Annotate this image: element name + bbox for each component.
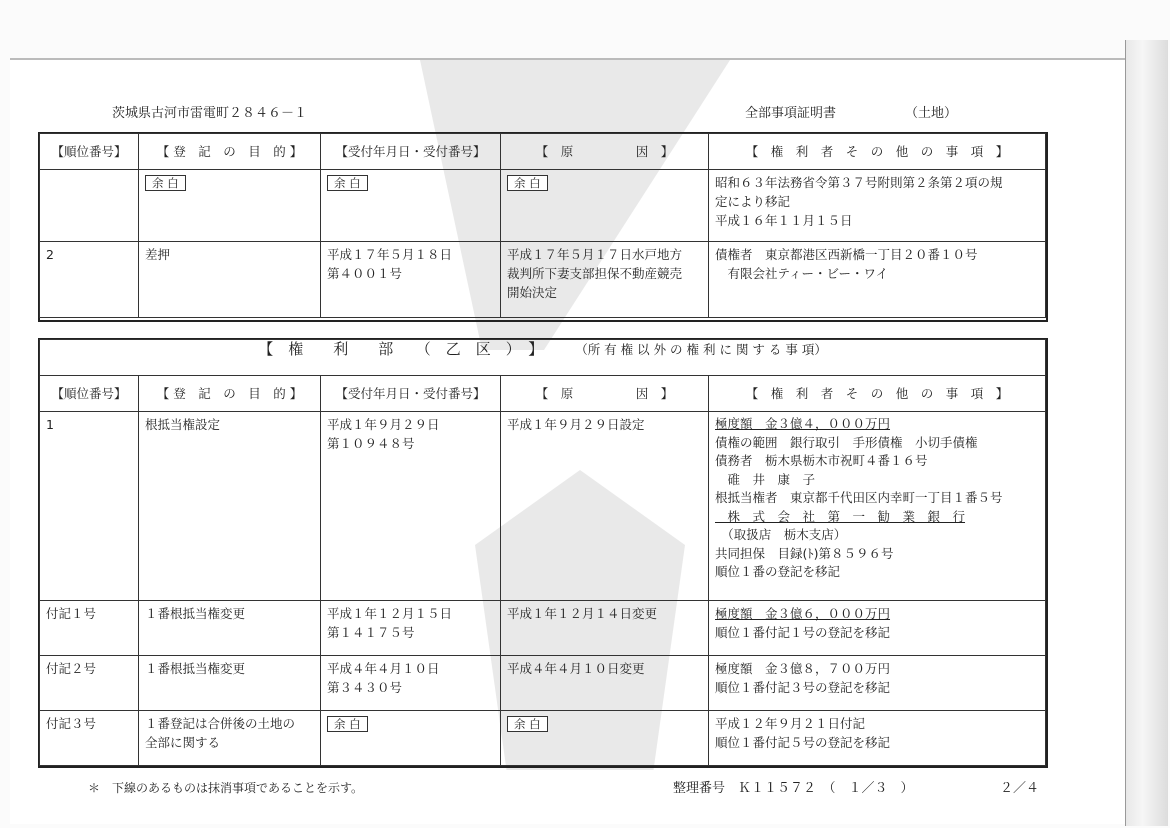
- purpose-cell: 差押: [139, 242, 321, 318]
- table-row: [40, 412, 1046, 601]
- purpose-cell: １番根抵当権変更: [139, 656, 321, 711]
- reception-number: 第４００１号: [327, 266, 403, 281]
- header-purpose: 【 登 記 の 目 的 】: [139, 134, 321, 170]
- blank-stamp: 余 白: [507, 175, 548, 191]
- property-address: 茨城県古河市雷電町２８４６－１: [112, 106, 308, 121]
- table-row: [40, 242, 1046, 318]
- table1: [39, 133, 1046, 318]
- purpose-cell: １番根抵当権変更: [139, 601, 321, 656]
- rights-line: 平成１２年９月２１日付記: [715, 716, 866, 731]
- blank-stamp: 余 白: [507, 716, 548, 732]
- rights-line: 債権の範囲 銀行取引 手形債権 小切手債権: [715, 434, 978, 450]
- rights-cell: [709, 170, 1046, 242]
- reception-date: 平成１年１２月１５日: [327, 606, 453, 621]
- reception-cell: [321, 242, 501, 318]
- purpose-line: １番登記は合併後の土地の: [145, 716, 296, 731]
- rank-cell: 付記２号: [40, 656, 139, 711]
- blank-stamp: 余 白: [327, 716, 368, 732]
- rights-line: 極度額 金３億６，０００万円: [715, 606, 891, 621]
- rights-line: 平成１６年１１月１５日: [715, 213, 853, 228]
- rank-cell: 2: [40, 242, 139, 318]
- blank-stamp: 余 白: [145, 175, 186, 191]
- rights-line: 昭和６３年法務省令第３７号附則第２条第２項の規: [715, 175, 1003, 190]
- section-title: [40, 340, 1046, 376]
- rights-line: 碓 井 康 子: [715, 471, 816, 487]
- reception-cell: [321, 601, 501, 656]
- page-number: ２／４: [1000, 781, 1040, 796]
- cause-line: 裁判所下妻支部担保不動産競売: [507, 266, 683, 281]
- paper-right-edge: [1125, 40, 1168, 826]
- rights-line: 株 式 会 社 第 一 勧 業 銀 行: [715, 508, 966, 524]
- header-reception: 【受付年月日・受付番号】: [321, 134, 501, 170]
- reference-number: 整理番号 Ｋ１１５７２ （ １／３ ）: [673, 781, 914, 796]
- cause-cell: [501, 170, 709, 242]
- cause-cell: 平成１年９月２９日設定: [501, 412, 709, 601]
- reception-date: 平成１年９月２９日: [327, 417, 440, 432]
- table2: [39, 339, 1046, 766]
- reception-number: 第１０９４８号: [327, 436, 415, 451]
- cause-cell: 平成４年４月１０日変更: [501, 656, 709, 711]
- rank-cell: 1: [40, 412, 139, 601]
- blank-stamp: 余 白: [327, 175, 368, 191]
- rights-line: 債権者 東京都港区西新橋一丁目２０番１０号: [715, 247, 978, 262]
- rank-cell: 付記１号: [40, 601, 139, 656]
- reception-cell: [321, 170, 501, 242]
- header-rights: 【 権 利 者 そ の 他 の 事 項 】: [709, 134, 1046, 170]
- rights-line: 順位１番付記１号の登記を移記: [715, 625, 891, 640]
- cause-cell: [501, 711, 709, 766]
- header-reception: 【受付年月日・受付番号】: [321, 376, 501, 412]
- rights-cell: [709, 711, 1046, 766]
- rights-cell: [709, 601, 1046, 656]
- rights-line: 根抵当権者 東京都千代田区内幸町一丁目１番５号: [715, 490, 1003, 505]
- rights-cell: [709, 242, 1046, 318]
- section-title-sub: （所 有 権 以 外 の 権 利 に 関 す る 事 項）: [575, 342, 827, 357]
- cause-cell: 平成１年１２月１４日変更: [501, 601, 709, 656]
- cause-cell: [501, 242, 709, 318]
- rights-cell: [709, 656, 1046, 711]
- table-row: [40, 656, 1046, 711]
- table-row: [40, 601, 1046, 656]
- reception-number: 第１４１７５号: [327, 625, 415, 640]
- rank-cell: [40, 170, 139, 242]
- rights-line: 極度額 金３億４，０００万円: [715, 416, 891, 431]
- reception-number: 第３４３０号: [327, 680, 403, 695]
- rights-line: 順位１番の登記を移記: [715, 564, 841, 579]
- section-title-main: 【 権 利 部 （ 乙 区 ） 】: [258, 340, 544, 358]
- header-rank: 【順位番号】: [40, 376, 139, 412]
- reception-cell: [321, 656, 501, 711]
- footer-note: ＊ 下線のあるものは抹消事項であることを示す。: [88, 781, 364, 795]
- reception-cell: [321, 412, 501, 601]
- cause-line: 開始決定: [507, 285, 558, 300]
- purpose-cell: [139, 170, 321, 242]
- purpose-cell: 根抵当権設定: [139, 412, 321, 601]
- rights-cell: [709, 412, 1046, 601]
- rights-line: （取扱店 栃木支店）: [715, 527, 847, 542]
- table-row: [40, 711, 1046, 766]
- rights-line: 債務者 栃木県栃木市祝町４番１６号: [715, 453, 928, 468]
- document-title: 全部事項証明書: [745, 106, 837, 121]
- header-rank: 【順位番号】: [40, 134, 139, 170]
- document-type: （土地）: [905, 106, 958, 121]
- rights-line: 順位１番付記３号の登記を移記: [715, 680, 891, 695]
- reception-cell: [321, 711, 501, 766]
- reception-date: 平成４年４月１０日: [327, 661, 440, 676]
- rights-line: 順位１番付記５号の登記を移記: [715, 735, 891, 750]
- cause-line: 平成１７年５月１７日水戸地方: [507, 247, 683, 262]
- header-rights: 【 権 利 者 そ の 他 の 事 項 】: [709, 376, 1046, 412]
- purpose-line: 全部に関する: [145, 735, 221, 750]
- table-row: [40, 170, 1046, 242]
- header-cause: 【 原 因 】: [501, 134, 709, 170]
- rights-line: 極度額 金３億８，７００万円: [715, 661, 891, 676]
- purpose-cell: [139, 711, 321, 766]
- rights-line: 共同担保 目録(ﾄ)第８５９６号: [715, 545, 894, 561]
- reception-date: 平成１７年５月１８日: [327, 247, 453, 262]
- rights-line: 定により移記: [715, 194, 791, 209]
- header-purpose: 【 登 記 の 目 的 】: [139, 376, 321, 412]
- rights-line: 有限会社ティー・ビー・ワイ: [715, 266, 889, 281]
- header-cause: 【 原 因 】: [501, 376, 709, 412]
- rank-cell: 付記３号: [40, 711, 139, 766]
